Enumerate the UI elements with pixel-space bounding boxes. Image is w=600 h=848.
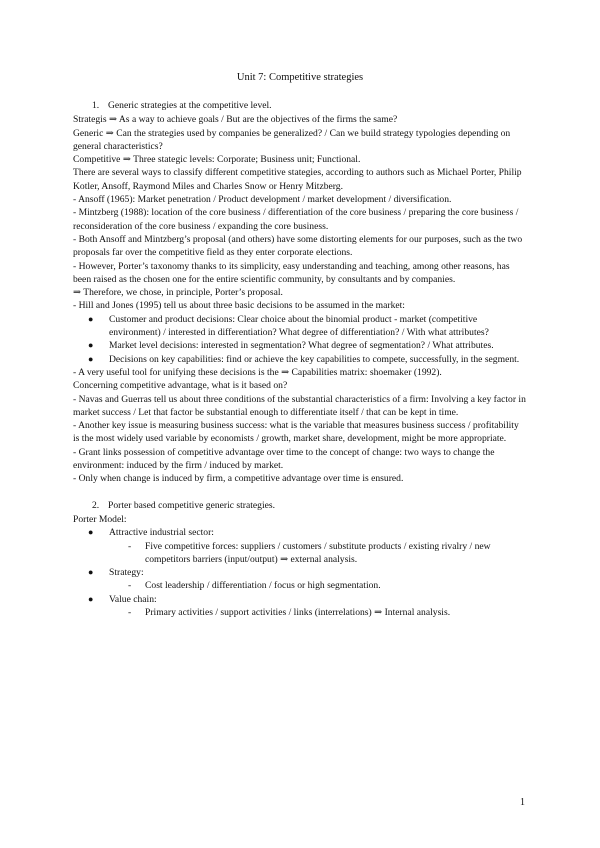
section-gap <box>73 486 527 499</box>
paragraph: - Another key issue is measuring business success: what is the variable that measures business success / profitability is the most widely used variable by economists / growth, market share, development, might be more appropriate. <box>73 420 519 445</box>
list-item <box>73 526 527 539</box>
document-body <box>73 99 527 619</box>
section-1-number: 1. <box>92 100 100 111</box>
dash-marker-icon: - <box>128 540 132 552</box>
bullet-dot-icon: ● <box>88 567 94 578</box>
section-2-heading <box>73 499 527 512</box>
paragraph: - Navas and Guerras tell us about three conditions of the substantial characteristics of a firm: Involving a key factor in market success / Let that factor be substantial enough to differentiate itself / that can be kept in time. <box>73 393 526 418</box>
dash-marker-icon: - <box>128 580 132 592</box>
bullet-dot-icon: ● <box>88 593 94 604</box>
sub-list-item-text: Five competitive forces: suppliers / customers / substitute products / existing rivalry / new competitors barriers (input/output) ⇒ external analysis. <box>145 540 491 565</box>
list-item <box>73 353 527 366</box>
paragraph: - A very useful tool for unifying these decisions is the ⇒ Capabilities matrix: shoemaker (1992). <box>73 366 442 378</box>
list-item <box>73 339 527 352</box>
list-item <box>73 593 527 606</box>
porter-model-list <box>73 526 527 539</box>
paragraph: There are several ways to classify different competitive stategies, according to authors such as Michael Porter, Philip Kotler, Ansoff, Raymond Miles and Charles Snow or Henry Mitzberg. <box>73 167 522 192</box>
paragraph: Generic ⇒ Can the strategies used by companies be generalized? / Can we build strategy typologies depending on general characteristics? <box>73 127 511 152</box>
list-item-text: Customer and product decisions: Clear choice about the binomial product - market (competitive environment) / interested in differentiation? What degree of differentiation? / With what attributes? <box>109 313 489 339</box>
list-item-text: Market level decisions: interested in segmentation? What degree of segmentation? / What attributes. <box>109 340 494 352</box>
bullet-dot-icon: ● <box>88 527 94 538</box>
section-1-heading <box>73 99 527 112</box>
list-item-text: Attractive industrial sector: <box>109 527 214 539</box>
porter-model-list <box>73 593 527 606</box>
paragraph: - Only when change is induced by firm, a competitive advantage over time is ensured. <box>73 473 404 485</box>
paragraph: - Hill and Jones (1995) tell us about three basic decisions to be assumed in the market: <box>73 300 405 312</box>
list-item-text: Strategy: <box>109 567 144 579</box>
decisions-list <box>73 313 527 366</box>
list-item-text: Value chain: <box>109 593 157 605</box>
section-2-number: 2. <box>92 499 100 511</box>
sub-list <box>73 540 527 567</box>
porter-model-list <box>73 566 527 579</box>
paragraph: - Both Ansoff and Mintzberg’s proposal (and others) have some distorting elements for our purposes, such as the two proposals far over the competitive field as they enter corporate elections. <box>73 233 523 259</box>
sub-list-item <box>73 540 527 567</box>
dash-marker-icon: - <box>128 606 132 618</box>
sub-list-item-text: Cost leadership / differentiation / focus or high segmentation. <box>145 580 381 592</box>
section-1-heading-text: Generic strategies at the competitive level. <box>108 100 272 111</box>
paragraph: ⇒ Therefore, we chose, in principle, Porter’s proposal. <box>73 287 283 299</box>
bullet-dot-icon: ● <box>88 313 94 324</box>
page-number: 1 <box>520 797 525 808</box>
list-item <box>73 313 527 340</box>
paragraph: Concerning competitive advantage, what is it based on? <box>73 380 288 392</box>
sub-list-item <box>73 579 527 592</box>
paragraph: - Mintzberg (1988): location of the core business / differentiation of the core business / preparing the core business / reconsideration of the core business / expanding the core business. <box>73 207 519 232</box>
list-item <box>73 566 527 579</box>
porter-model-intro: Porter Model: <box>73 513 127 525</box>
bullet-dot-icon: ● <box>88 353 94 364</box>
sub-list <box>73 606 527 619</box>
bullet-dot-icon: ● <box>88 340 94 351</box>
document-title: Unit 7: Competitive strategies <box>236 72 364 83</box>
paragraph: - However, Porter’s taxonomy thanks to its simplicity, easy understanding and teaching, among other reasons, has been raised as the chosen one for the entire scientific community, by consultants and by companies. <box>73 260 510 285</box>
sub-list-item <box>73 606 527 619</box>
paragraph: - Ansoff (1965): Market penetration / Product development / market development / diversification. <box>73 194 452 206</box>
sub-list <box>73 579 527 592</box>
paragraph: Competitive ⇒ Three stategic levels: Corporate; Business unit; Functional. <box>73 154 361 166</box>
sub-list-item-text: Primary activities / support activities / links (interrelations) ⇒ Internal analysis. <box>145 606 451 618</box>
list-item-text: Decisions on key capabilities: find or achieve the key capabilities to compete, successfully, in the segment. <box>109 353 520 365</box>
paragraph: - Grant links possession of competitive advantage over time to the concept of change: two ways to change the environment: induced by the firm / induced by market. <box>73 446 495 472</box>
section-2-heading-text: Porter based competitive generic strategies. <box>108 499 276 511</box>
paragraph: Strategis ⇒ As a way to achieve goals / But are the objectives of the firms the same? <box>73 114 398 126</box>
